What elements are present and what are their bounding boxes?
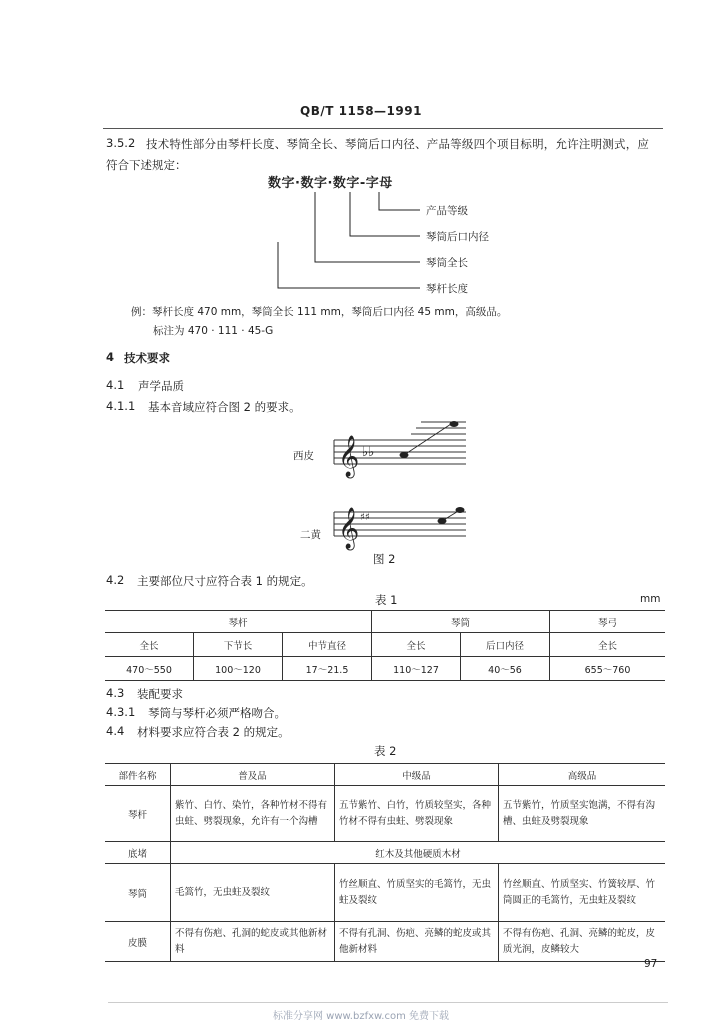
svg-text:𝄞: 𝄞 [338,508,360,549]
table-2-cell: 竹丝顺直、竹质坚实的毛篙竹，无虫蛀及裂纹 [335,864,499,922]
section-3-5-2-line2: 符合下述规定： [106,158,187,172]
erhuang-staff [326,496,476,556]
section-4-3-number: 4.3 [106,686,125,700]
section-4-1-title: 声学品质 [138,379,184,393]
section-4-number: 4 [106,350,115,364]
erhuang-label: 二黄 [300,529,321,541]
leader-line-rod-length [278,242,420,288]
table-2-header-high: 高级品 [499,764,666,786]
label-tube-inner-diameter: 琴筒后口内径 [426,231,489,243]
svg-text:♯♯: ♯♯ [360,512,370,523]
table-1-group-tube: 琴筒 [372,611,550,633]
table-1-unit: mm [640,593,661,605]
table-2-cell: 毛篙竹，无虫蛀及裂纹 [171,864,335,922]
table-2-header-basic: 普及品 [171,764,335,786]
leader-line-inner-diameter [350,192,420,236]
table-2-cell: 竹丝顺直、竹质坚实、竹簧较厚、竹筒圆正的毛篙竹，无虫蛀及裂纹 [499,864,666,922]
table-2-part-name: 底堵 [105,842,171,864]
table-1-cell: 100～120 [194,657,283,681]
table-2-header-part: 部件名称 [105,764,171,786]
example-notation: 标注为 470 · 111 · 45-G [153,325,274,337]
xipi-staff [326,412,476,482]
table-2-merged-cell: 红木及其他硬质木材 [171,842,666,864]
section-4-4-number: 4.4 [106,724,125,738]
svg-text:𝄞: 𝄞 [338,436,360,477]
table-2-caption: 表 2 [374,744,397,758]
xipi-label: 西皮 [293,450,314,462]
section-4-1-number: 4.1 [106,378,125,392]
table-1-group-rod: 琴杆 [105,611,372,633]
section-4-4-text: 材料要求应符合表 2 的规定。 [137,725,290,739]
standard-number-header: QB/T 1158—1991 [300,104,422,118]
section-3-5-2-number: 3.5.2 [106,136,136,150]
table-1-cell: 40～56 [461,657,550,681]
figure-2-caption: 图 2 [373,552,396,566]
table-2-cell: 紫竹、白竹、染竹，各种竹材不得有虫蛀、劈裂现象，允许有一个沟槽 [171,786,335,842]
table-1-col-tube-length: 全长 [372,633,461,657]
table-1-cell: 110～127 [372,657,461,681]
table-2-part-name: 皮膜 [105,922,171,962]
table-1-col-lower-section: 下节长 [194,633,283,657]
table-1-col-inner-diameter: 后口内径 [461,633,550,657]
table-2-cell: 五节紫竹、白竹，竹质较坚实，各种竹材不得有虫蛀、劈裂现象 [335,786,499,842]
table-1-col-rod-length: 全长 [105,633,194,657]
section-4-1-1-text: 基本音域应符合图 2 的要求。 [148,400,301,414]
table-2-cell: 不得有伤疤、孔洞的蛇皮或其他新材料 [171,922,335,962]
table-2-header-mid: 中级品 [335,764,499,786]
section-3-5-2-line1: 技术特性部分由琴杆长度、琴筒全长、琴筒后口内径、产品等级四个项目标明，允许注明测式，应 [146,137,650,151]
section-4-3-text: 装配要求 [137,687,183,701]
table-2-part-name: 琴杆 [105,786,171,842]
header-rule [103,128,663,129]
footer-watermark: 标准分享网 www.bzfxw.com 免费下载 [273,1011,449,1022]
page-number: 97 [644,958,658,970]
label-product-grade: 产品等级 [426,205,468,217]
svg-text:♭♭: ♭♭ [362,445,375,460]
label-rod-length: 琴杆长度 [426,283,468,295]
table-1 [105,610,665,681]
leader-line-tube-length [315,192,420,262]
table-2-cell: 不得有伤疤、孔洞、亮鳞的蛇皮，皮质光润，皮鳞较大 [499,922,666,962]
notation-formula: 数字·数字·数字-字母 [268,176,393,191]
table-2-part-name: 琴筒 [105,864,171,922]
table-1-col-middle-diameter: 中节直径 [283,633,372,657]
table-2 [105,763,665,962]
section-4-1-1-number: 4.1.1 [106,399,136,413]
table-1-cell: 655～760 [550,657,666,681]
section-4-3-1-number: 4.3.1 [106,705,136,719]
label-tube-length: 琴筒全长 [426,257,468,269]
table-1-cell: 17～21.5 [283,657,372,681]
section-4-2-text: 主要部位尺寸应符合表 1 的规定。 [137,574,313,588]
section-4-3-1-text: 琴筒与琴杆必须严格吻合。 [148,706,286,720]
table-2-cell: 五节紫竹，竹质坚实饱满，不得有沟槽、虫蛀及劈裂现象 [499,786,666,842]
leader-line-grade [379,192,420,210]
table-1-cell: 470～550 [105,657,194,681]
table-2-cell: 不得有孔洞、伤疤、亮鳞的蛇皮或其他新材料 [335,922,499,962]
example-line: 例：琴杆长度 470 mm，琴筒全长 111 mm，琴筒后口内径 45 mm，高级品。 [131,306,508,318]
table-1-group-bow: 琴弓 [550,611,666,633]
table-1-caption: 表 1 [375,593,398,607]
section-4-2-number: 4.2 [106,573,125,587]
table-1-col-bow-length: 全长 [550,633,666,657]
section-4-title: 技术要求 [124,351,170,365]
footer-rule [108,1002,668,1003]
